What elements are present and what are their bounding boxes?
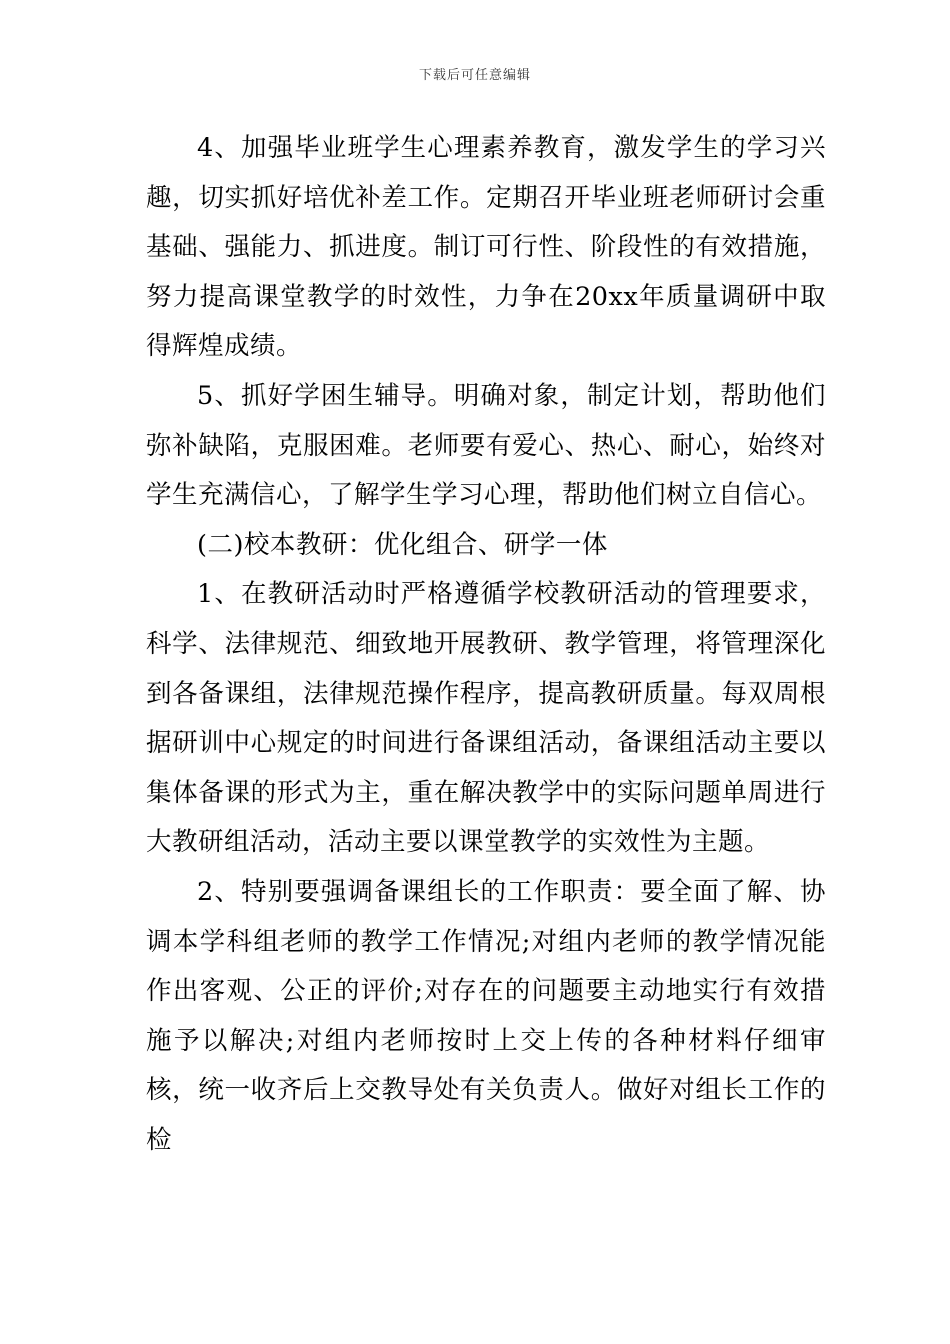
- document-body: [146, 124, 826, 1165]
- paragraph-item-4: 4、加强毕业班学生心理素养教育，激发学生的学习兴趣，切实抓好培优补差工作。定期召开毕业班老师研讨会重基础、强能力、抓进度。制订可行性、阶段性的有效措施，努力提高课堂教学的时效性，力争在20xx年质量调研中取得辉煌成绩。: [146, 133, 826, 362]
- paragraph-item-5: 5、抓好学困生辅导。明确对象，制定计划，帮助他们弥补缺陷，克服困难。老师要有爱心、热心、耐心，始终对学生充满信心，了解学生学习心理，帮助他们树立自信心。: [146, 380, 826, 511]
- paragraph-item-2: 2、特别要强调备课组长的工作职责：要全面了解、协调本学科组老师的教学工作情况;对组内老师的教学情况能作出客观、公正的评价;对存在的问题要主动地实行有效措施予以解决;对组内老师按时上交上传的各种材料仔细审核，统一收齐后上交教导处有关负责人。做好对组长工作的检: [146, 876, 826, 1155]
- section-heading-school-research: (二)校本教研：优化组合、研学一体: [197, 529, 608, 560]
- page-header-watermark: 下载后可任意编辑: [418, 68, 531, 83]
- paragraph-item-1: 1、在教研活动时严格遵循学校教研活动的管理要求，科学、法律规范、细致地开展教研、教学管理，将管理深化到各备课组，法律规范操作程序，提高教研质量。每双周根据研训中心规定的时间进行备课组活动，备课组活动主要以集体备课的形式为主，重在解决教学中的实际问题单周进行大教研组活动，活动主要以课堂教学的实效性为主题。: [146, 579, 826, 858]
